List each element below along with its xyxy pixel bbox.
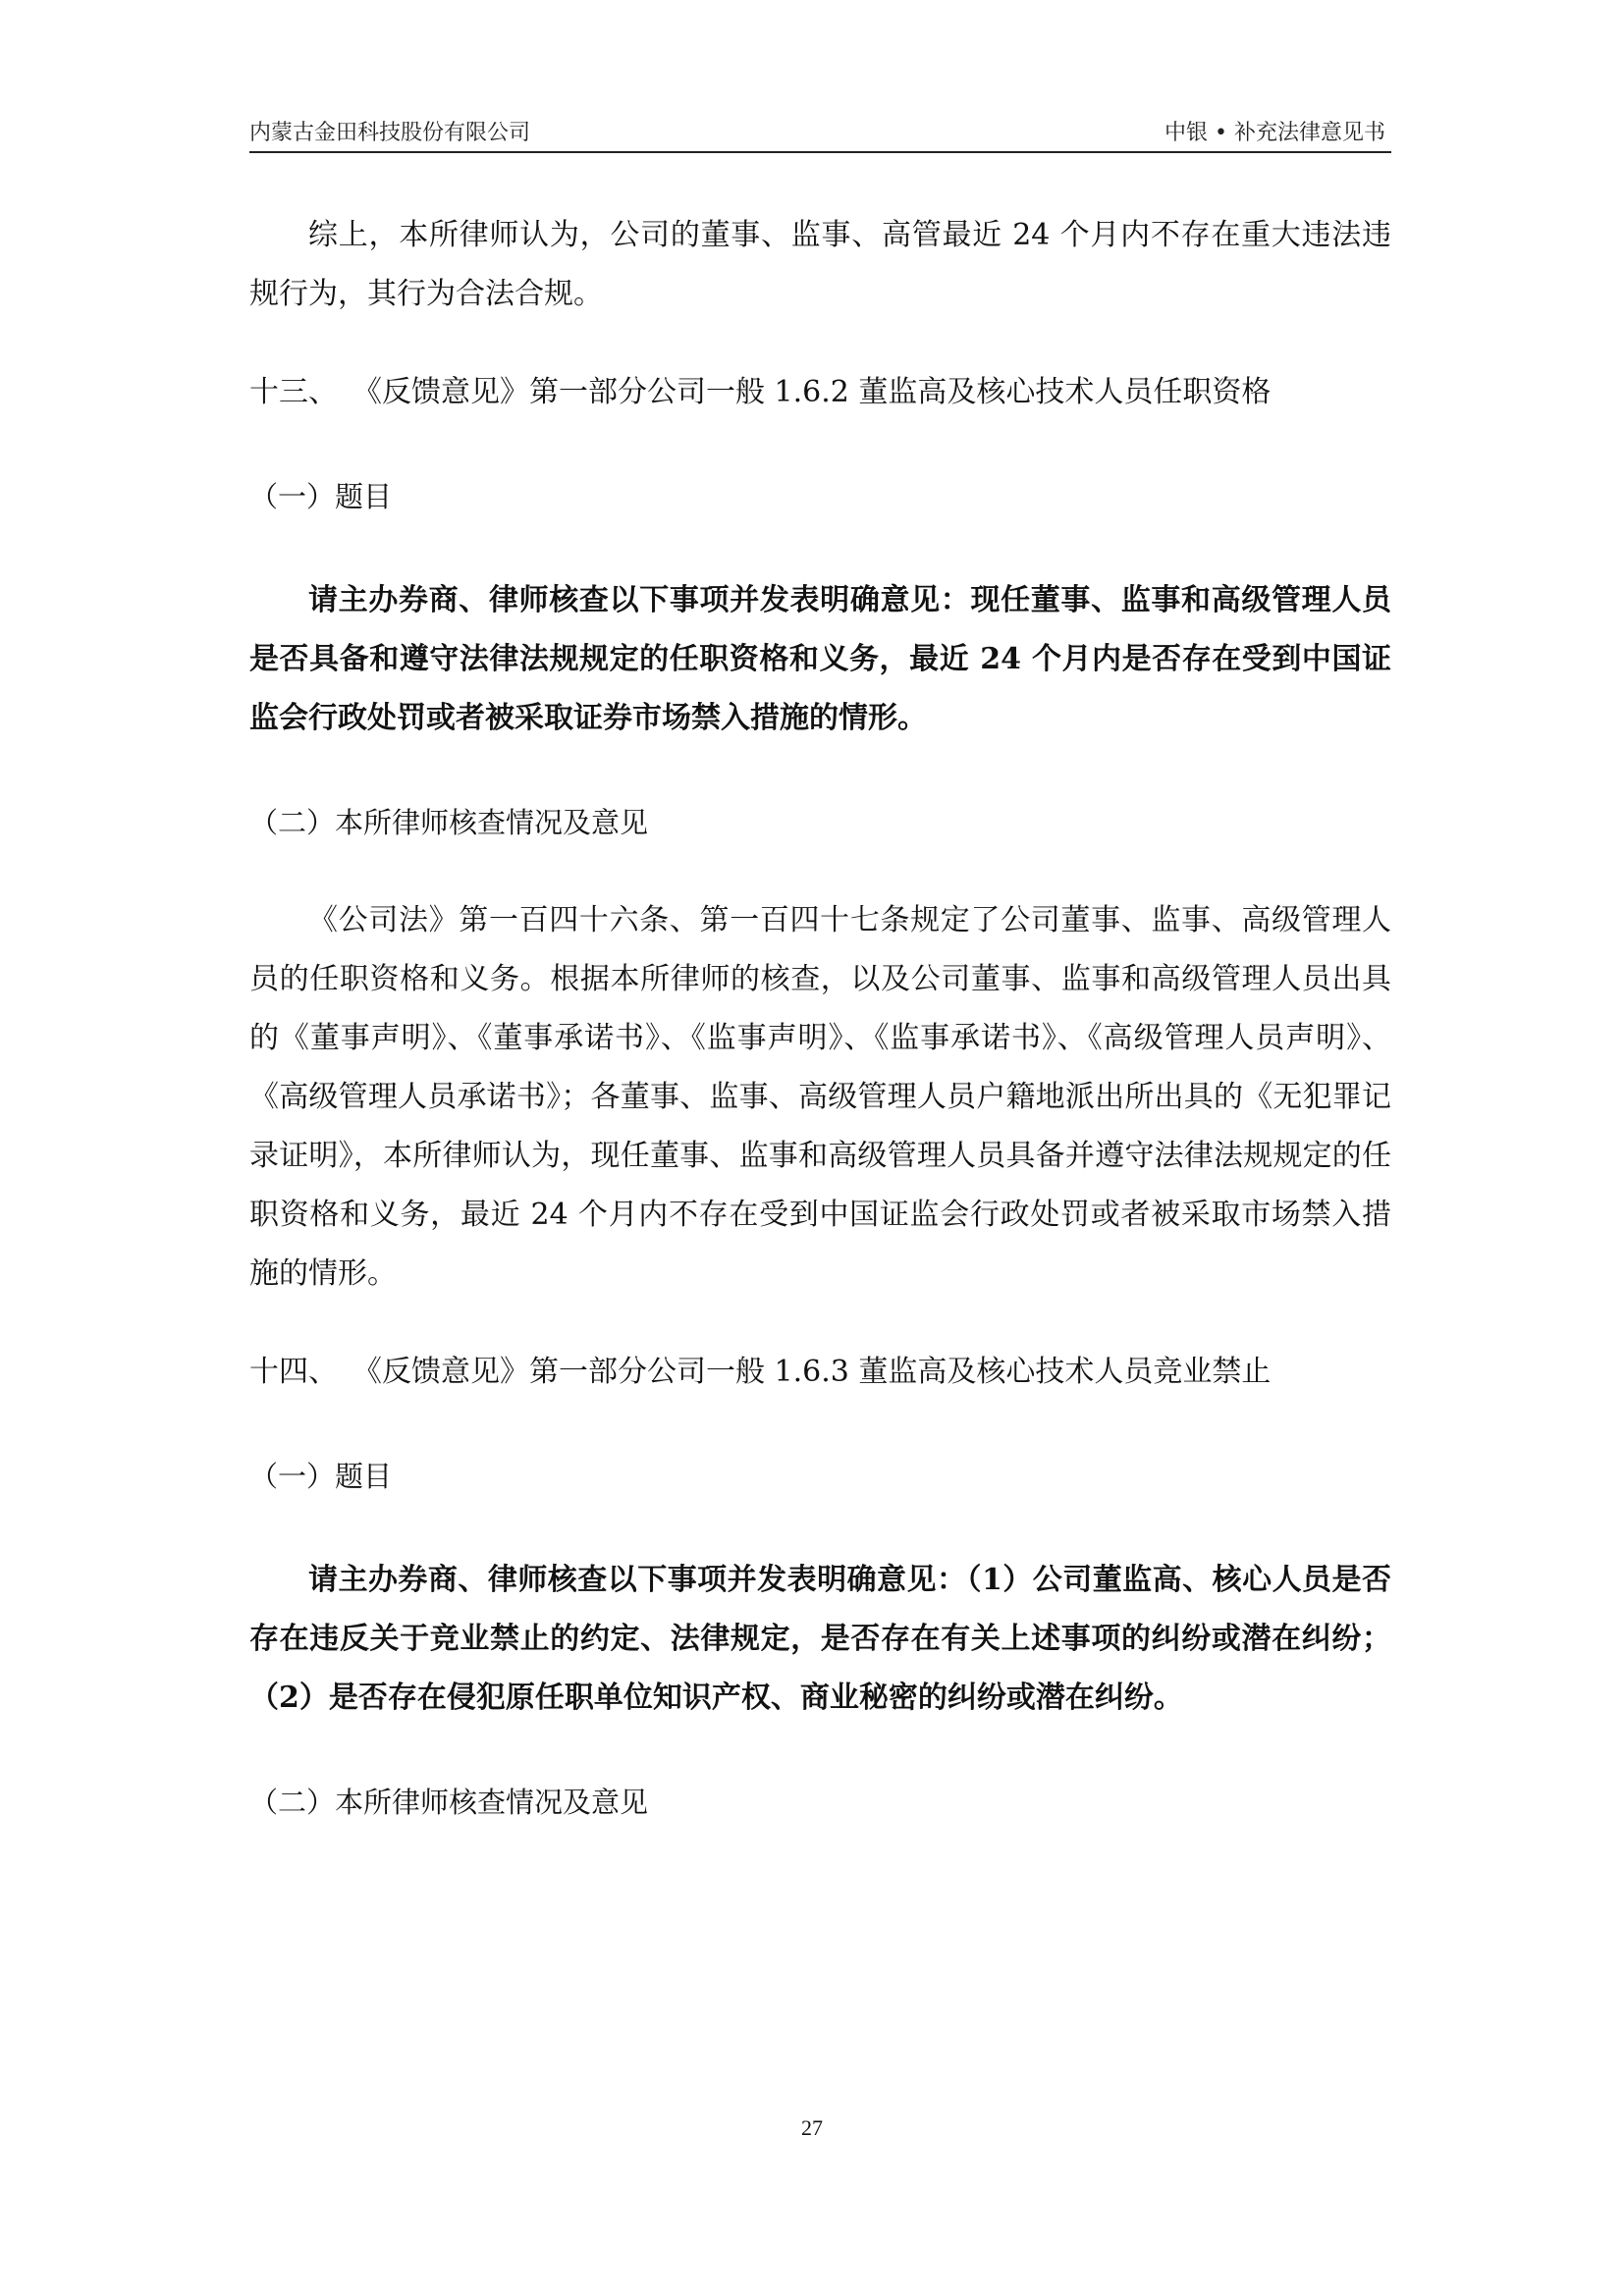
section-13-subheading-opinion: （二）本所律师核查情况及意见	[249, 806, 649, 839]
section-14-title: 《反馈意见》第一部分公司一般 1.6.3 董监高及核心技术人员竞业禁止	[352, 1355, 1272, 1389]
section-13-subheading-question: （一）题目	[249, 480, 393, 513]
section-13-heading	[249, 363, 1391, 422]
section-14-question: 请主办券商、律师核查以下事项并发表明确意见：（1）公司董监高、核心人员是否存在违反关于竞业禁止的约定、法律规定，是否存在有关上述事项的纠纷或潜在纠纷；（2）是否存在侵犯原任职单位知识产权、商业秘密的纠纷或潜在纠纷。	[249, 1563, 1391, 1715]
page-number: 27	[801, 2115, 823, 2140]
header-doc-title: 中银 • 补充法律意见书	[1164, 121, 1385, 145]
conclusion-paragraph: 综上，本所律师认为，公司的董事、监事、高管最近 24 个月内不存在重大违法违规行为，其行为合法合规。	[249, 218, 1391, 311]
section-13-title: 《反馈意见》第一部分公司一般 1.6.2 董监高及核心技术人员任职资格	[352, 375, 1272, 409]
section-14-subheading-question: （一）题目	[249, 1460, 393, 1493]
section-14-subheading-opinion: （二）本所律师核查情况及意见	[249, 1786, 649, 1819]
section-13-question: 请主办券商、律师核查以下事项并发表明确意见：现任董事、监事和高级管理人员是否具备和遵守法律法规规定的任职资格和义务，最近 24 个月内是否存在受到中国证监会行政处罚或者被采取证券市场禁入措施的情形。	[249, 583, 1391, 735]
section-13-number: 十三、	[249, 375, 338, 409]
page-header	[249, 110, 1391, 153]
section-14-number: 十四、	[249, 1355, 338, 1389]
header-company: 内蒙古金田科技股份有限公司	[249, 121, 531, 145]
section-14-heading	[249, 1343, 1391, 1402]
section-13-answer: 《公司法》第一百四十六条、第一百四十七条规定了公司董事、监事、高级管理人员的任职资格和义务。根据本所律师的核查，以及公司董事、监事和高级管理人员出具的《董事声明》、《董事承诺书》、《监事声明》、《监事承诺书》、《高级管理人员声明》、《高级管理人员承诺书》；各董事、监事、高级管理人员户籍地派出所出具的《无犯罪记录证明》，本所律师认为，现任董事、监事和高级管理人员具备并遵守法律法规规定的任职资格和义务，最近 24 个月内不存在受到中国证监会行政处罚或者被采取市场禁入措施的情形。	[249, 903, 1391, 1291]
page-body	[249, 206, 1391, 1832]
